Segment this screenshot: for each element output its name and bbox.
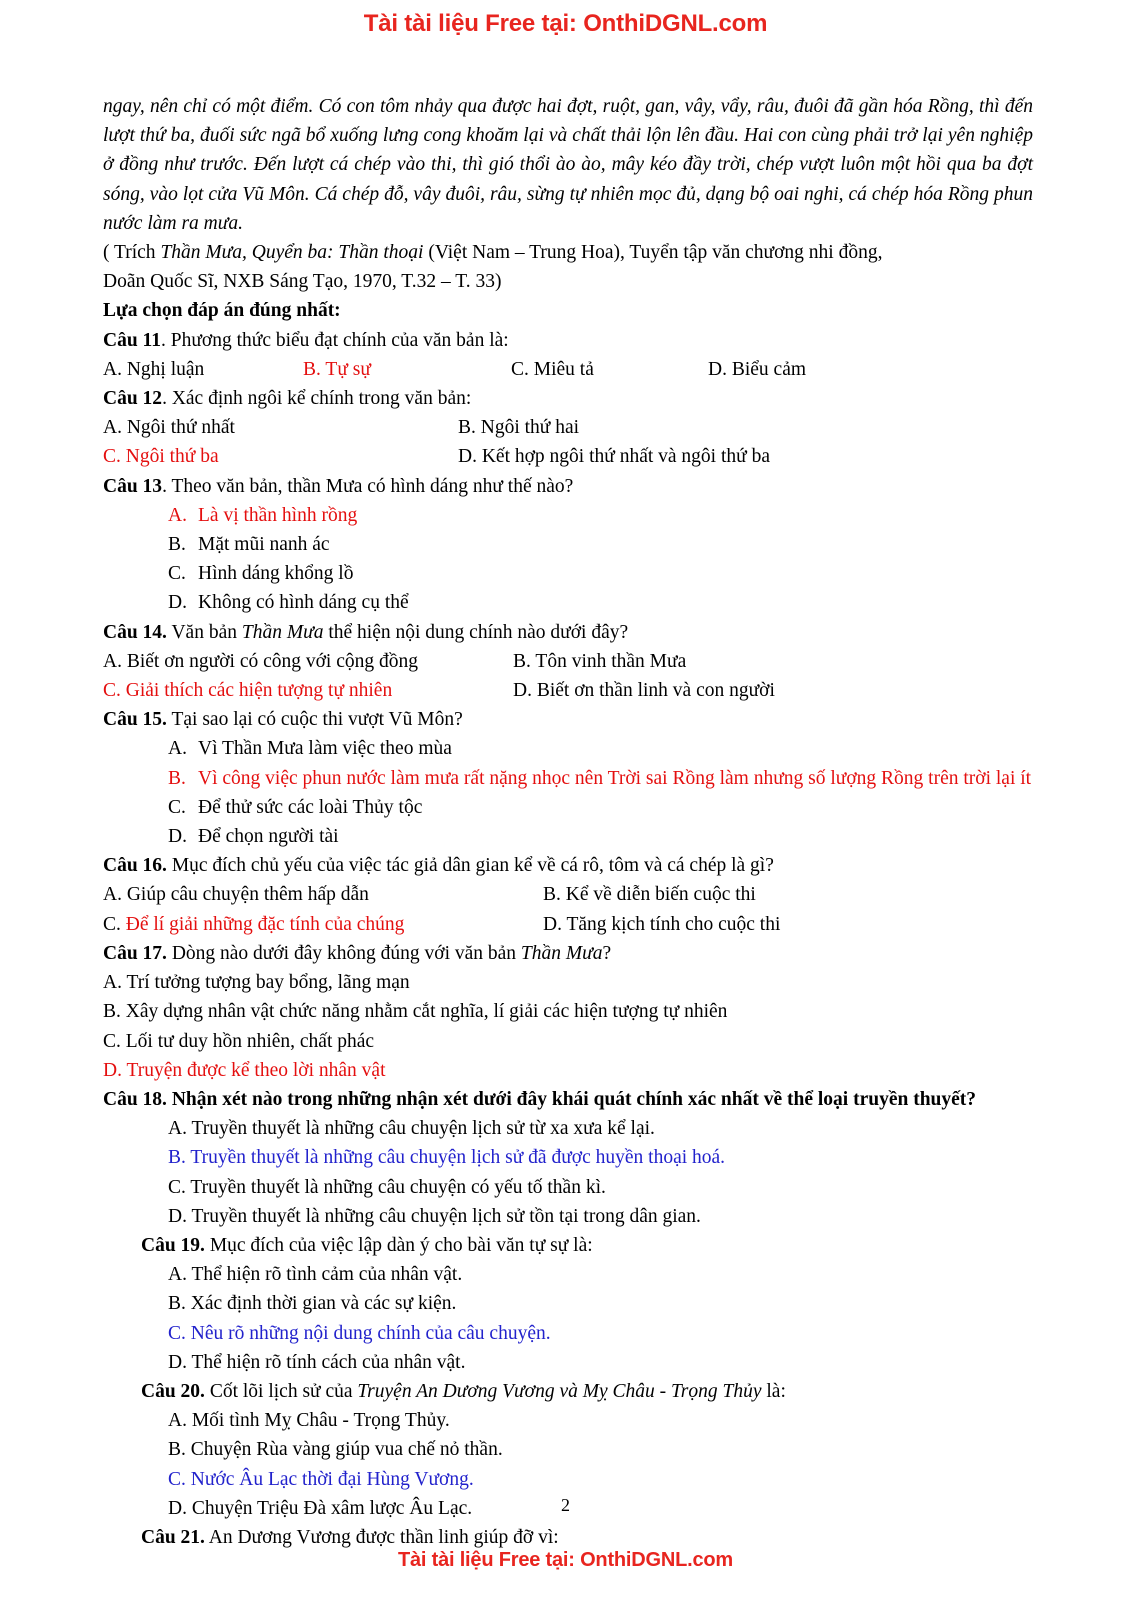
option-row-14-top — [103, 647, 1033, 676]
question-stem-16 — [103, 851, 1033, 880]
question-text-13: Theo văn bản, thần Mưa có hình dáng như thế nào? — [171, 475, 574, 497]
option-18-d[interactable]: D. Truyền thuyết là những câu chuyện lịch sử tồn tại trong dân gian. — [168, 1205, 701, 1227]
option-17-d[interactable]: D. Truyện được kể theo lời nhân vật — [103, 1059, 386, 1081]
option-12-b[interactable]: B. Ngôi thứ hai — [458, 417, 580, 439]
option-18-c[interactable]: C. Truyền thuyết là những câu chuyện có yếu tố thần kì. — [168, 1176, 606, 1198]
option-18-a[interactable]: A. Truyền thuyết là những câu chuyện lịch sử từ xa xưa kể lại. — [168, 1118, 655, 1140]
option-text-15-d: Để chọn người tài — [198, 826, 339, 848]
question-text-19: Mục đích của việc lập dàn ý cho bài văn tự sự là: — [209, 1234, 593, 1256]
option-20-c[interactable]: C. Nước Âu Lạc thời đại Hùng Vương. — [168, 1468, 474, 1490]
option-letter-13-c: C. — [168, 563, 186, 585]
option-16-c[interactable] — [103, 910, 543, 939]
option-16-b[interactable]: B. Kể về diễn biến cuộc thi — [543, 884, 756, 906]
option-11-a[interactable]: A. Nghị luận — [103, 358, 205, 380]
question-sep-13: . — [162, 475, 172, 497]
option-15-b[interactable] — [168, 764, 1033, 793]
option-20-b[interactable]: B. Chuyện Rùa vàng giúp vua chế nỏ thần. — [168, 1439, 503, 1461]
question-text-17-post: ? — [602, 942, 612, 964]
option-text-13-b: Mặt mũi nanh ác — [198, 534, 330, 556]
option-15-a[interactable] — [168, 734, 1033, 763]
question-label-18: Câu 18. — [103, 1088, 167, 1110]
question-sep-11: . — [160, 329, 171, 351]
question-stem-11 — [103, 326, 1033, 355]
option-14-c[interactable]: C. Giải thích các hiện tượng tự nhiên — [103, 680, 393, 702]
question-label-16: Câu 16. — [103, 855, 167, 877]
question-stem-14 — [103, 618, 1033, 647]
question-label-21: Câu 21. — [141, 1526, 205, 1548]
citation-suffix: (Việt Nam – Trung Hoa), Tuyển tập văn chương nhi đồng, — [423, 242, 883, 264]
question-label-11: Câu 11 — [103, 329, 161, 351]
question-label-19: Câu 19. — [141, 1234, 205, 1256]
option-letter-13-b: B. — [168, 534, 186, 556]
option-text-13-c: Hình dáng khổng lồ — [198, 563, 354, 585]
option-text-15-b: Vì công việc phun nước làm mưa rất nặng nhọc nên Trời sai Rồng làm nhưng số lượng Rồng trên trời lại ít — [198, 767, 1032, 789]
option-letter-15-a: A. — [168, 738, 187, 760]
option-row-12-bottom — [103, 442, 1033, 471]
option-text-13-d: Không có hình dáng cụ thể — [198, 592, 409, 614]
option-letter-15-d: D. — [168, 826, 187, 848]
question-stem-12 — [103, 384, 1033, 413]
option-letter-15-b: B. — [168, 767, 186, 789]
question-title-14: Thần Mưa — [241, 621, 324, 643]
option-17-a[interactable]: A. Trí tưởng tượng bay bổng, lãng mạn — [103, 972, 410, 994]
option-11-d[interactable]: D. Biểu cảm — [708, 358, 807, 380]
instruction-line: Lựa chọn đáp án đúng nhất: — [103, 300, 341, 322]
option-row-11 — [103, 355, 1033, 384]
question-stem-17 — [103, 939, 1033, 968]
option-11-c[interactable]: C. Miêu tả — [511, 358, 594, 380]
option-text-13-a: Là vị thần hình rồng — [198, 504, 358, 526]
option-13-b[interactable] — [168, 530, 1033, 559]
question-text-20-post: là: — [761, 1380, 786, 1402]
option-12-c[interactable]: C. Ngôi thứ ba — [103, 446, 219, 468]
question-title-20: Truyện An Dương Vương và Mỵ Châu - Trọng Thủy — [357, 1380, 762, 1402]
question-text-18: Nhận xét nào trong những nhận xét dưới đây khái quát chính xác nhất về thể loại truyền thuyết? — [171, 1088, 977, 1110]
question-text-16: Mục đích chủ yếu của việc tác giả dân gian kể về cá rô, tôm và cá chép là gì? — [171, 855, 774, 877]
option-19-b[interactable]: B. Xác định thời gian và các sự kiện. — [168, 1293, 457, 1315]
option-text-15-c: Để thử sức các loài Thủy tộc — [198, 796, 423, 818]
citation-line-2: Doãn Quốc Sĩ, NXB Sáng Tạo, 1970, T.32 – T. 33) — [103, 271, 502, 293]
option-16-a[interactable]: A. Giúp câu chuyện thêm hấp dẫn — [103, 884, 369, 906]
option-16-c-prefix: C. — [103, 913, 126, 935]
option-12-d[interactable]: D. Kết hợp ngôi thứ nhất và ngôi thứ ba — [458, 446, 770, 468]
question-label-20: Câu 20. — [141, 1380, 205, 1402]
question-stem-13 — [103, 472, 1033, 501]
question-label-12: Câu 12 — [103, 388, 163, 410]
question-label-13: Câu 13 — [103, 475, 163, 497]
question-text-15: Tại sao lại có cuộc thi vượt Vũ Môn? — [171, 709, 463, 731]
option-row-16-bottom — [103, 910, 1033, 939]
option-row-14-bottom — [103, 676, 1033, 705]
reading-passage: ngay, nên chỉ có một điểm. Có con tôm nhảy qua được hai đợt, ruột, gan, vây, vẩy, râu, đuôi đã gần hóa Rồng, thì đến lượt thứ ba, đuối sức ngã bổ xuống lưng cong khoăm lại và chất thải lộn lên đầu. Hai con cùng phải trở lại yên nghiệp ở đồng như trước. Đến lượt cá chép vào thi, thì gió thổi ào ào, mây kéo đầy trời, chép vượt luôn một hồi qua ba đợt sóng, vào lọt cửa Vũ Môn. Cá chép đỗ, vây đuôi, râu, sừng tự nhiên mọc đủ, dạng bộ oai nghi, cá chép hóa Rồng phun nước làm ra mưa. — [103, 96, 1033, 234]
option-19-d[interactable]: D. Thể hiện rõ tính cách của nhân vật. — [168, 1351, 466, 1373]
option-17-c[interactable]: C. Lối tư duy hồn nhiên, chất phác — [103, 1030, 375, 1052]
question-label-17: Câu 17. — [103, 942, 167, 964]
question-text-12: Xác định ngôi kể chính trong văn bản: — [171, 388, 472, 410]
question-text-21: An Dương Vương được thần linh giúp đỡ vì: — [208, 1526, 559, 1548]
document-content — [103, 92, 1033, 1552]
option-19-c[interactable]: C. Nêu rõ những nội dung chính của câu chuyện. — [168, 1322, 551, 1344]
citation-line-1 — [103, 238, 1033, 267]
option-row-16-top — [103, 880, 1033, 909]
question-sep-12: . — [162, 388, 172, 410]
option-15-c[interactable] — [168, 793, 1033, 822]
question-text-11: Phương thức biểu đạt chính của văn bản là: — [170, 329, 509, 351]
option-row-12-top — [103, 413, 1033, 442]
question-stem-18 — [103, 1085, 1033, 1114]
question-stem-20 — [141, 1377, 1033, 1406]
option-13-c[interactable] — [168, 559, 1033, 588]
option-20-a[interactable]: A. Mối tình Mỵ Châu - Trọng Thủy. — [168, 1410, 450, 1432]
option-16-c-text: Để lí giải những đặc tính của chúng — [125, 913, 405, 935]
option-letter-13-a: A. — [168, 504, 187, 526]
option-letter-13-d: D. — [168, 592, 187, 614]
option-14-a[interactable]: A. Biết ơn người có công với cộng đồng — [103, 650, 419, 672]
option-18-b[interactable]: B. Truyền thuyết là những câu chuyện lịch sử đã được huyền thoại hoá. — [168, 1147, 726, 1169]
page-number: 2 — [561, 1495, 570, 1515]
citation-title: Thần Mưa, Quyển ba: Thần thoại — [160, 242, 424, 264]
question-stem-15 — [103, 705, 1033, 734]
question-label-14: Câu 14. — [103, 621, 167, 643]
option-13-d[interactable] — [168, 588, 1033, 617]
option-text-15-a: Vì Thần Mưa làm việc theo mùa — [198, 738, 452, 760]
option-16-d[interactable]: D. Tăng kịch tính cho cuộc thi — [543, 913, 781, 935]
question-text-20-pre: Cốt lõi lịch sử của — [209, 1380, 358, 1402]
option-11-b[interactable]: B. Tự sự — [303, 358, 371, 380]
question-text-14-post: thể hiện nội dung chính nào dưới đây? — [323, 621, 629, 643]
header-banner: Tài tài liệu Free tại: OnthiDGNL.com — [363, 10, 768, 37]
option-13-a[interactable] — [168, 501, 1033, 530]
option-20-d[interactable]: D. Chuyện Triệu Đà xâm lược Âu Lạc. — [168, 1497, 473, 1519]
citation-prefix: ( Trích — [103, 242, 161, 264]
option-14-b[interactable]: B. Tôn vinh thần Mưa — [513, 650, 687, 672]
option-17-b[interactable]: B. Xây dựng nhân vật chức năng nhằm cắt nghĩa, lí giải các hiện tượng tự nhiên — [103, 1001, 728, 1023]
question-text-17-pre: Dòng nào dưới đây không đúng với văn bản — [171, 942, 521, 964]
option-12-a[interactable]: A. Ngôi thứ nhất — [103, 417, 235, 439]
question-text-14-pre: Văn bản — [171, 621, 242, 643]
option-15-d[interactable] — [168, 822, 1033, 851]
option-19-a[interactable]: A. Thể hiện rõ tình cảm của nhân vật. — [168, 1264, 463, 1286]
question-stem-21 — [141, 1523, 1033, 1552]
footer-banner: Tài tài liệu Free tại: OnthiDGNL.com — [397, 1549, 734, 1571]
question-label-15: Câu 15. — [103, 709, 167, 731]
option-letter-15-c: C. — [168, 796, 186, 818]
option-14-d[interactable]: D. Biết ơn thần linh và con người — [513, 680, 775, 702]
question-stem-19 — [141, 1231, 1033, 1260]
question-title-17: Thần Mưa — [520, 942, 603, 964]
